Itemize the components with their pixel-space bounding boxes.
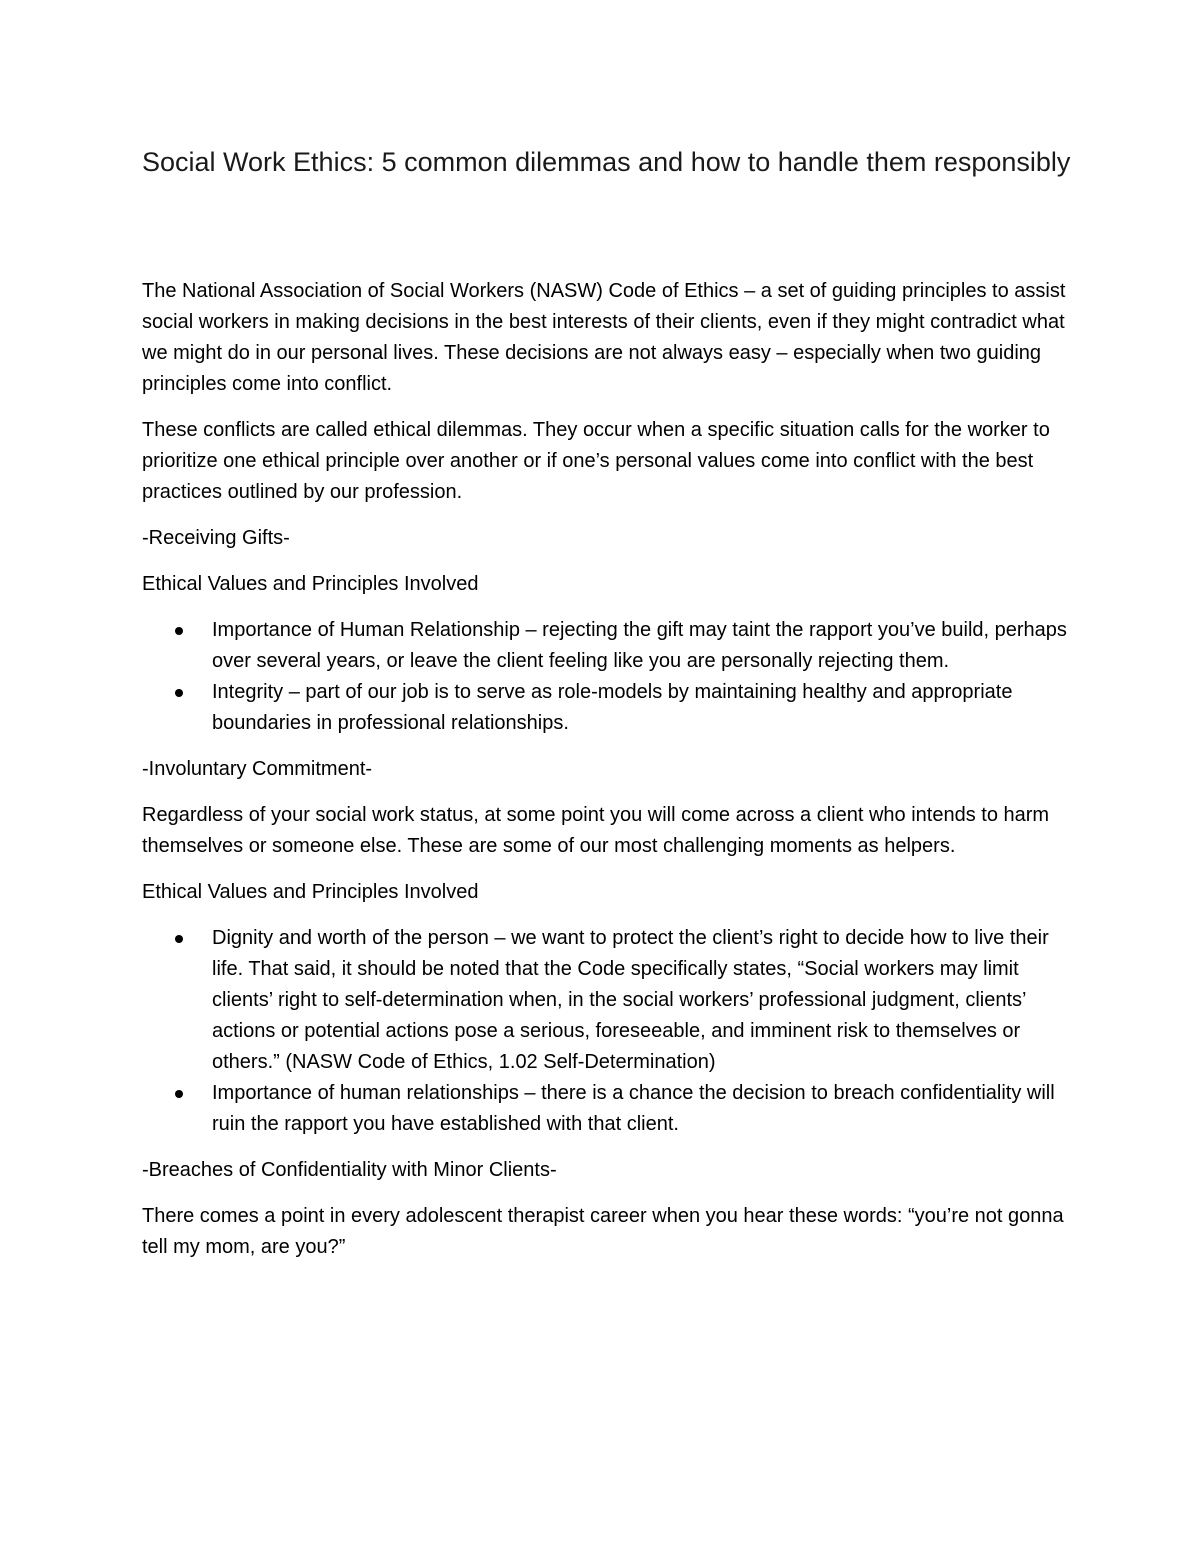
list-item	[142, 615, 1072, 677]
bullet-icon	[175, 1090, 183, 1098]
bullet-icon	[175, 627, 183, 635]
bullet-icon	[175, 935, 183, 943]
intro-paragraph: The National Association of Social Workers (NASW) Code of Ethics – a set of guiding principles to assist social workers in making decisions in the best interests of their clients, even if they might contradict what we might do in our personal lives. These decisions are not always easy – especially when two guiding principles come into conflict.	[142, 280, 1066, 395]
list-item	[142, 677, 1072, 739]
list-item-text: Integrity – part of our job is to serve as role-models by maintaining healthy and appropriate boundaries in professional relationships.	[212, 681, 1013, 734]
bullet-list	[142, 615, 1072, 739]
list-item-text: Dignity and worth of the person – we want to protect the client’s right to decide how to live their life. That said, it should be noted that the Code specifically states, “Social workers may limit clients’ right to self-determination when, in the social workers’ professional judgment, clients’ actions or potential actions pose a serious, foreseeable, and imminent risk to themselves or others.” (NASW Code of Ethics, 1.02 Self-Determination)	[212, 927, 1049, 1073]
list-item-text: Importance of human relationships – there is a chance the decision to breach confidentiality will ruin the rapport you have established with that client.	[212, 1082, 1055, 1135]
section-paragraph: Regardless of your social work status, at some point you will come across a client who intends to harm themselves or someone else. These are some of our most challenging moments as helpers.	[142, 804, 1050, 857]
list-item	[142, 923, 1072, 1078]
section-paragraph: There comes a point in every adolescent therapist career when you hear these words: “you’re not gonna tell my mom, are you?”	[142, 1205, 1064, 1258]
ethical-dilemma-paragraph: These conflicts are called ethical dilemmas. They occur when a specific situation calls for the worker to prioritize one ethical principle over another or if one’s personal values come into conflict with the best practices outlined by our profession.	[142, 419, 1050, 503]
list-item-text: Importance of Human Relationship – rejecting the gift may taint the rapport you’ve build, perhaps over several years, or leave the client feeling like you are personally rejecting them.	[212, 619, 1067, 672]
section-heading-receiving-gifts: -Receiving Gifts-	[142, 527, 290, 549]
bullet-icon	[175, 689, 183, 697]
section-heading-breaches-of-confidentiality: -Breaches of Confidentiality with Minor Clients-	[142, 1159, 557, 1181]
list-item	[142, 1078, 1072, 1140]
document-page	[142, 140, 1072, 1263]
document-title: Social Work Ethics: 5 common dilemmas and how to handle them responsibly	[142, 147, 1071, 177]
section-subheading: Ethical Values and Principles Involved	[142, 573, 479, 595]
section-heading-involuntary-commitment: -Involuntary Commitment-	[142, 758, 373, 780]
section-subheading: Ethical Values and Principles Involved	[142, 881, 479, 903]
bullet-list	[142, 923, 1072, 1140]
